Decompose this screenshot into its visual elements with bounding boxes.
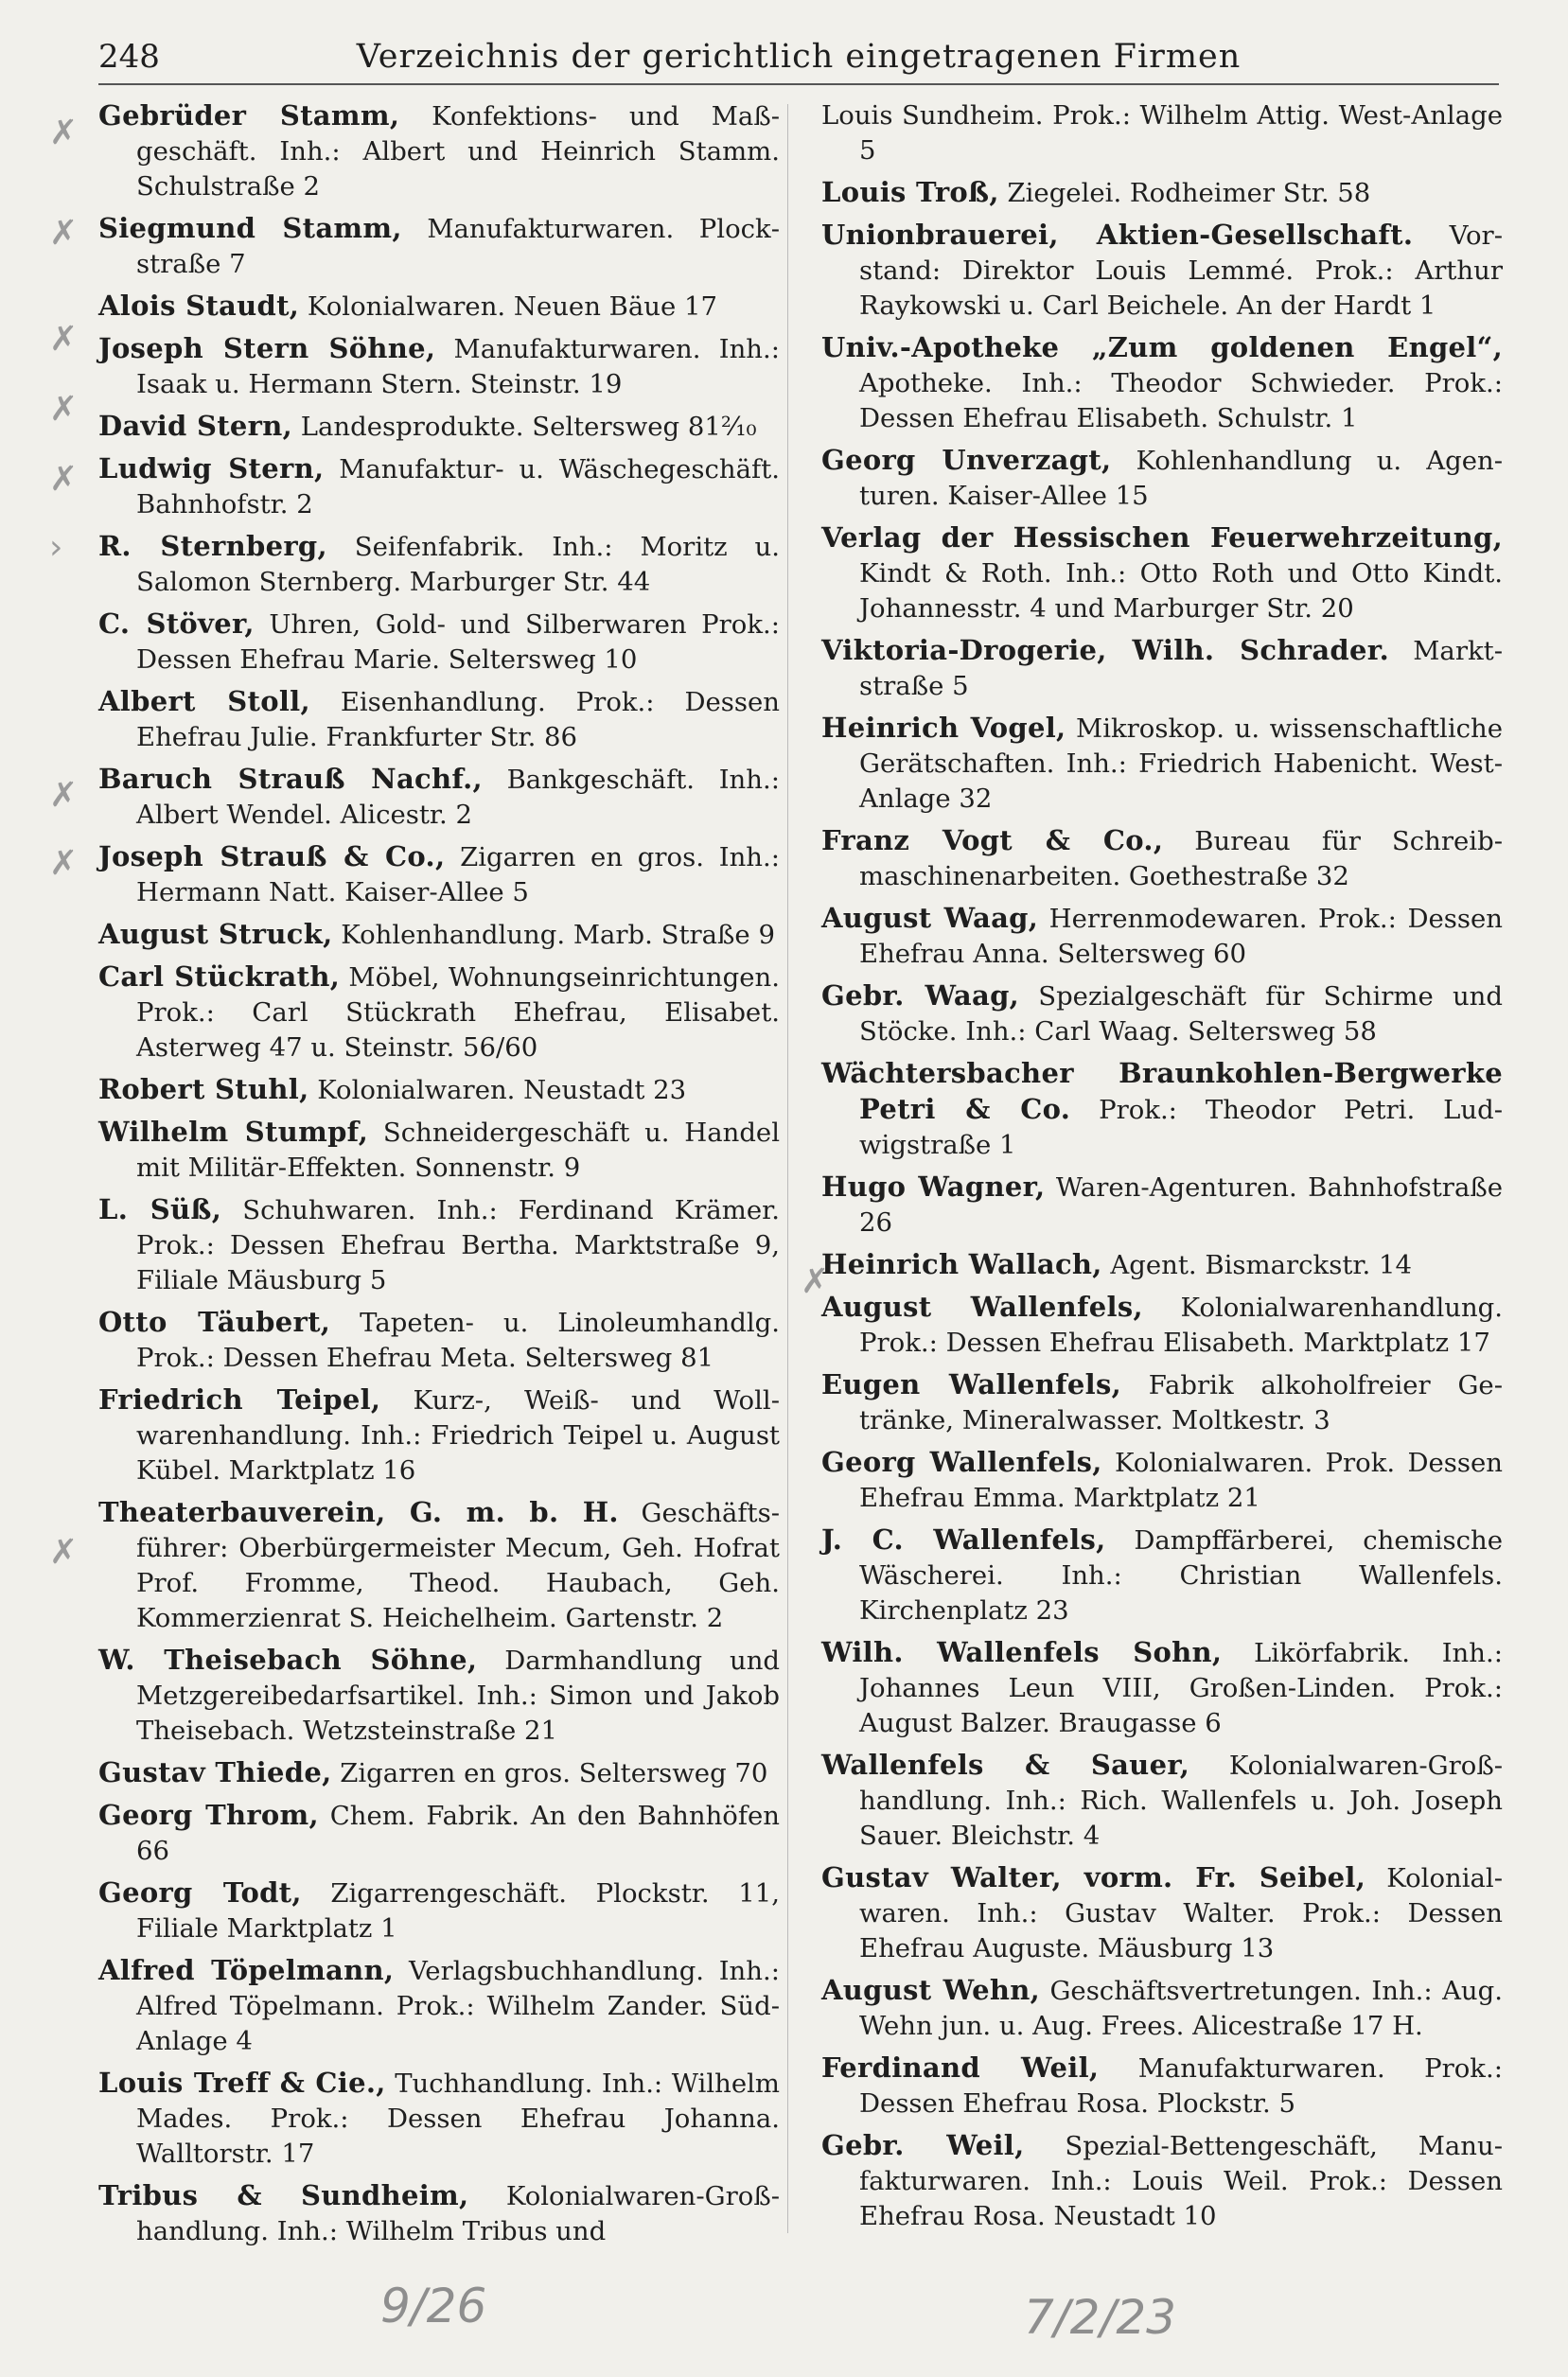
margin-mark-icon: ✗ xyxy=(49,390,79,429)
entry-details: Tuchhandlung. Inh.: Wilhelm Mades. Prok.: Dessen Ehefrau Johanna. Walltorstr. 17 xyxy=(136,2069,780,2169)
entry-details: Kolonialwaren. Neuen Bäue 17 xyxy=(299,291,717,322)
entry-details: Dampffärberei, chemische Wäscherei. Inh.: Christian Wallenfels. Kirchenplatz 23 xyxy=(859,1525,1503,1626)
entry-details: Waren-Agenturen. Bahnhofstraße 26 xyxy=(859,1172,1503,1238)
directory-entry xyxy=(821,823,1503,894)
entry-details: Kolonialwaren. Inh.: Gustav Walter. Prok.: Dessen Ehefrau Auguste. Mäusburg 13 xyxy=(859,1863,1503,1963)
directory-entry xyxy=(821,2128,1503,2234)
firm-name: Georg Throm, xyxy=(98,1799,319,1831)
firm-name: Wallenfels & Sauer, xyxy=(821,1749,1190,1781)
directory-entry xyxy=(821,711,1503,817)
entry-details: Kolonialwaren-Großhandlung. Inh.: Rich. Wallenfels u. Joh. Joseph Sauer. Bleichstr. 4 xyxy=(859,1751,1503,1851)
directory-entry xyxy=(821,1635,1503,1741)
firm-name: Univ.-Apotheke „Zum goldenen Engel“, xyxy=(821,331,1503,363)
entry-details: Kolonialwaren-Großhandlung. Inh.: Wilhelm Tribus und xyxy=(136,2181,780,2246)
directory-entry xyxy=(98,1072,780,1108)
entry-details: Ziegelei. Rodheimer Str. 58 xyxy=(998,178,1371,208)
directory-entry xyxy=(98,1755,780,1791)
entry-details: Spezialgeschäft für Schirme und Stöcke. Inh.: Carl Waag. Seltersweg 58 xyxy=(859,981,1503,1047)
margin-mark-icon: › xyxy=(49,528,63,567)
directory-entry xyxy=(98,917,780,953)
directory-entry xyxy=(98,762,780,833)
firm-name: J. C. Wallenfels, xyxy=(821,1523,1106,1556)
entry-details: Manufakturwaren. Plockstraße 7 xyxy=(136,214,780,279)
directory-entry xyxy=(821,633,1503,704)
firm-name: Gebr. Weil, xyxy=(821,2129,1025,2161)
firm-name: Theaterbauverein, G. m. b. H. xyxy=(98,1496,619,1528)
firm-name: Ferdinand Weil, xyxy=(821,2051,1100,2084)
margin-mark-icon: ✗ xyxy=(49,320,79,359)
directory-entry xyxy=(98,1643,780,1749)
firm-name: Heinrich Vogel, xyxy=(821,712,1066,744)
firm-name: Franz Vogt & Co., xyxy=(821,824,1164,856)
margin-mark-icon: ✗ xyxy=(49,1533,79,1572)
firm-name: Friedrich Teipel, xyxy=(98,1383,381,1416)
entry-details: Zigarrengeschäft. Plockstr. 11, Filiale Marktplatz 1 xyxy=(136,1878,780,1944)
directory-entry xyxy=(821,901,1503,972)
margin-mark-icon: ✗ xyxy=(49,460,79,499)
page-number: 248 xyxy=(98,38,160,76)
firm-name: Gustav Walter, vorm. Fr. Seibel, xyxy=(821,1861,1366,1893)
firm-name: Viktoria-Drogerie, Wilh. Schrader. xyxy=(821,634,1390,666)
entry-details: Louis Sundheim. Prok.: Wilhelm Attig. West-Anlage 5 xyxy=(821,100,1503,166)
entry-details: Bureau für Schreibmaschinenarbeiten. Goethestraße 32 xyxy=(859,826,1504,891)
directory-entry xyxy=(821,1748,1503,1854)
margin-mark-icon: ✗ xyxy=(49,844,79,883)
directory-entry xyxy=(98,1382,780,1488)
directory-entry xyxy=(98,1875,780,1946)
firm-name: August Wehn, xyxy=(821,1974,1040,2006)
entry-details: Likörfabrik. Inh.: Johannes Leun VIII, Großen-Linden. Prok.: August Balzer. Braugasse 6 xyxy=(859,1638,1503,1738)
pencil-note: 9/26 xyxy=(380,2279,487,2333)
margin-mark-icon: ✗ xyxy=(49,114,79,152)
firm-name: Louis Troß, xyxy=(821,176,999,208)
directory-entry xyxy=(821,1056,1503,1163)
entry-details: Apotheke. Inh.: Theodor Schwieder. Prok.: Dessen Ehefrau Elisabeth. Schulstr. 1 xyxy=(859,368,1503,433)
directory-entry xyxy=(821,978,1503,1049)
directory-entry xyxy=(98,684,780,755)
firm-name: Gebrüder Stamm, xyxy=(98,99,400,132)
header-rule xyxy=(98,83,1499,85)
firm-name: Siegmund Stamm, xyxy=(98,212,402,244)
firm-name: Louis Treff & Cie., xyxy=(98,2067,386,2099)
directory-entry xyxy=(821,520,1503,626)
entry-details: Manufaktur- u. Wäschegeschäft. Bahnhofstr. 2 xyxy=(136,454,780,519)
margin-mark-icon: ✗ xyxy=(49,776,79,815)
entry-details: Kohlenhandlung u. Agenturen. Kaiser-Allee 15 xyxy=(859,446,1503,511)
firm-name: Joseph Stern Söhne, xyxy=(98,332,436,364)
firm-name: R. Sternberg, xyxy=(98,530,327,562)
entry-details: Kindt & Roth. Inh.: Otto Roth und Otto Kindt. Johannesstr. 4 und Marburger Str. 20 xyxy=(859,558,1503,624)
entry-details: Kolonialwaren. Prok. Dessen Ehefrau Emma. Marktplatz 21 xyxy=(859,1448,1503,1513)
directory-entry xyxy=(98,607,780,678)
directory-entry xyxy=(821,1247,1503,1283)
entry-details: Kolonialwarenhandlung. Prok.: Dessen Ehefrau Elisabeth. Marktplatz 17 xyxy=(859,1293,1504,1358)
directory-entry xyxy=(821,330,1503,436)
firm-name: W. Theisebach Söhne, xyxy=(98,1644,478,1676)
firm-name: Joseph Strauß & Co., xyxy=(98,840,446,872)
directory-entry xyxy=(98,2066,780,2172)
firm-name: Unionbrauerei, Aktien-Gesellschaft. xyxy=(821,219,1414,251)
entry-details: Fabrik alkoholfreier Getränke, Mineralwasser. Moltkestr. 3 xyxy=(859,1370,1503,1435)
entry-details: Geschäftsführer: Oberbürgermeister Mecum, Geh. Hofrat Prof. Fromme, Theod. Haubach, Geh. Kommerzienrat S. Heichelheim. Gartenstr. 2 xyxy=(136,1498,780,1633)
entry-details: Eisenhandlung. Prok.: Dessen Ehefrau Julie. Frankfurter Str. 86 xyxy=(136,687,780,752)
entry-details: Seifenfabrik. Inh.: Moritz u. Salomon Sternberg. Marburger Str. 44 xyxy=(136,532,780,597)
firm-name: Alfred Töpelmann, xyxy=(98,1954,395,1986)
firm-name: Alois Staudt, xyxy=(98,290,300,322)
firm-name: Wilh. Wallenfels Sohn, xyxy=(821,1636,1223,1668)
column-divider xyxy=(787,104,788,2233)
firm-name: Tribus & Sundheim, xyxy=(98,2179,469,2211)
directory-entry xyxy=(821,1290,1503,1361)
firm-name: Georg Todt, xyxy=(98,1876,302,1909)
firm-name: David Stern, xyxy=(98,410,293,442)
firm-name: Robert Stuhl, xyxy=(98,1073,309,1105)
directory-entry xyxy=(821,1367,1503,1438)
entry-details: Prok.: Theodor Petri. Ludwigstraße 1 xyxy=(859,1095,1503,1160)
directory-entry xyxy=(821,98,1503,168)
entry-details: Marktstraße 5 xyxy=(859,636,1503,701)
directory-entry xyxy=(821,443,1503,514)
entry-details: Manufakturwaren. Inh.: Isaak u. Hermann Stern. Steinstr. 19 xyxy=(136,334,781,399)
entry-details: Konfektions- und Maßgeschäft. Inh.: Albert und Heinrich Stamm. Schulstraße 2 xyxy=(136,101,780,202)
entry-details: Uhren, Gold- und Silberwaren Prok.: Dessen Ehefrau Marie. Seltersweg 10 xyxy=(136,609,780,675)
entry-details: Bankgeschäft. Inh.: Albert Wendel. Alicestr. 2 xyxy=(136,765,780,830)
margin-mark-icon: ✗ xyxy=(49,214,79,253)
entry-details: Manufakturwaren. Prok.: Dessen Ehefrau Rosa. Plockstr. 5 xyxy=(859,2053,1503,2119)
firm-name: Carl Stückrath, xyxy=(98,960,341,993)
firm-name: August Waag, xyxy=(821,902,1039,934)
entry-details: Kohlenhandlung. Marb. Straße 9 xyxy=(332,920,775,950)
directory-entry xyxy=(821,2051,1503,2122)
directory-entry xyxy=(821,1973,1503,2044)
directory-entry xyxy=(98,451,780,522)
directory-entry xyxy=(98,1192,780,1298)
directory-entry xyxy=(98,839,780,910)
directory-entry xyxy=(98,2178,780,2249)
directory-entry xyxy=(821,218,1503,324)
entry-details: Herrenmodewaren. Prok.: Dessen Ehefrau Anna. Seltersweg 60 xyxy=(859,904,1503,969)
entry-details: Möbel, Wohnungseinrichtungen. Prok.: Carl Stückrath Ehefrau, Elisabet. Asterweg 47 u. Steinstr. 56/60 xyxy=(136,962,780,1063)
directory-entry xyxy=(98,1305,780,1376)
directory-entry xyxy=(821,1860,1503,1966)
pencil-note: 7/2/23 xyxy=(1024,2290,1176,2345)
entry-details: Landesprodukte. Seltersweg 81²⁄₁₀ xyxy=(292,412,757,442)
firm-name: Gebr. Waag, xyxy=(821,979,1020,1012)
directory-entry xyxy=(98,211,780,282)
directory-entry xyxy=(821,1445,1503,1516)
firm-name: Ludwig Stern, xyxy=(98,452,325,484)
entry-details: Agent. Bismarckstr. 14 xyxy=(1101,1250,1412,1280)
entry-details: Tapeten- u. Linoleumhandlg. Prok.: Dessen Ehefrau Meta. Seltersweg 81 xyxy=(136,1308,780,1373)
margin-mark-icon: ✗ xyxy=(801,1262,830,1301)
entry-details: Darmhandlung und Metzgereibedarfsartikel. Inh.: Simon und Jakob Theisebach. Wetzsteinstraße 21 xyxy=(136,1646,781,1746)
entry-details: Geschäftsvertretungen. Inh.: Aug. Wehn jun. u. Aug. Frees. Alicestraße 17 H. xyxy=(859,1976,1503,2041)
page-header xyxy=(98,38,1499,83)
directory-entry xyxy=(821,1170,1503,1241)
firm-name: Wilhelm Stumpf, xyxy=(98,1116,369,1148)
firm-name: Georg Unverzagt, xyxy=(821,444,1112,476)
entry-details: Spezial-Bettengeschäft, Manufakturwaren. Inh.: Louis Weil. Prok.: Dessen Ehefrau Rosa. Neustadt 10 xyxy=(859,2131,1503,2231)
directory-entry xyxy=(98,289,780,325)
directory-entry xyxy=(98,1953,780,2059)
directory-entry xyxy=(98,960,780,1065)
firm-name: Baruch Strauß Nachf., xyxy=(98,763,483,795)
directory-entry xyxy=(98,409,780,445)
firm-name: C. Stöver, xyxy=(98,607,255,640)
firm-name: L. Süß, xyxy=(98,1193,222,1225)
directory-entry xyxy=(98,1115,780,1186)
entry-details: Mikroskop. u. wissenschaftliche Gerätschaften. Inh.: Friedrich Habenicht. West-Anlage 32 xyxy=(859,713,1504,814)
firm-name: Gustav Thiede, xyxy=(98,1756,332,1788)
firm-name: Wächtersbacher Braunkohlen-Bergwerke Petri & Co. xyxy=(821,1057,1503,1125)
running-title: Verzeichnis der gerichtlich eingetragenen Firmen xyxy=(356,38,1242,76)
directory-entry xyxy=(98,529,780,600)
entry-details: Chem. Fabrik. An den Bahnhöfen 66 xyxy=(136,1801,780,1866)
entry-details: Schneidergeschäft u. Handel mit Militär-Effekten. Sonnenstr. 9 xyxy=(136,1118,780,1183)
directory-entry xyxy=(98,331,780,402)
directory-entry xyxy=(98,1495,780,1636)
entry-details: Schuhwaren. Inh.: Ferdinand Krämer. Prok.: Dessen Ehefrau Bertha. Marktstraße 9, Filiale Mäusburg 5 xyxy=(136,1195,781,1295)
entry-details: Vorstand: Direktor Louis Lemmé. Prok.: Arthur Raykowski u. Carl Beichele. An der Hardt 1 xyxy=(859,220,1503,321)
right-column xyxy=(821,98,1503,2241)
directory-entry xyxy=(98,98,780,204)
firm-name: Georg Wallenfels, xyxy=(821,1446,1102,1478)
directory-entry xyxy=(98,1798,780,1869)
entry-details: Zigarren en gros. Inh.: Hermann Natt. Kaiser-Allee 5 xyxy=(136,842,780,907)
entry-details: Zigarren en gros. Seltersweg 70 xyxy=(331,1758,768,1788)
firm-name: Albert Stoll, xyxy=(98,685,310,717)
firm-name: Otto Täubert, xyxy=(98,1306,331,1338)
entry-details: Kurz-, Weiß- und Wollwarenhandlung. Inh.: Friedrich Teipel u. August Kübel. Marktplatz 16 xyxy=(136,1385,780,1486)
firm-name: August Wallenfels, xyxy=(821,1291,1143,1323)
firm-name: August Struck, xyxy=(98,918,333,950)
firm-name: Heinrich Wallach, xyxy=(821,1248,1102,1280)
firm-name: Hugo Wagner, xyxy=(821,1171,1046,1203)
directory-entry xyxy=(821,175,1503,211)
directory-entry xyxy=(821,1523,1503,1629)
firm-name: Eugen Wallenfels, xyxy=(821,1368,1122,1400)
firm-name: Verlag der Hessischen Feuerwehrzeitung, xyxy=(821,521,1503,554)
left-column xyxy=(98,98,780,2256)
entry-details: Kolonialwaren. Neustadt 23 xyxy=(308,1075,687,1105)
entry-details: Verlagsbuchhandlung. Inh.: Alfred Töpelmann. Prok.: Wilhelm Zander. Süd-Anlage 4 xyxy=(136,1956,780,2056)
